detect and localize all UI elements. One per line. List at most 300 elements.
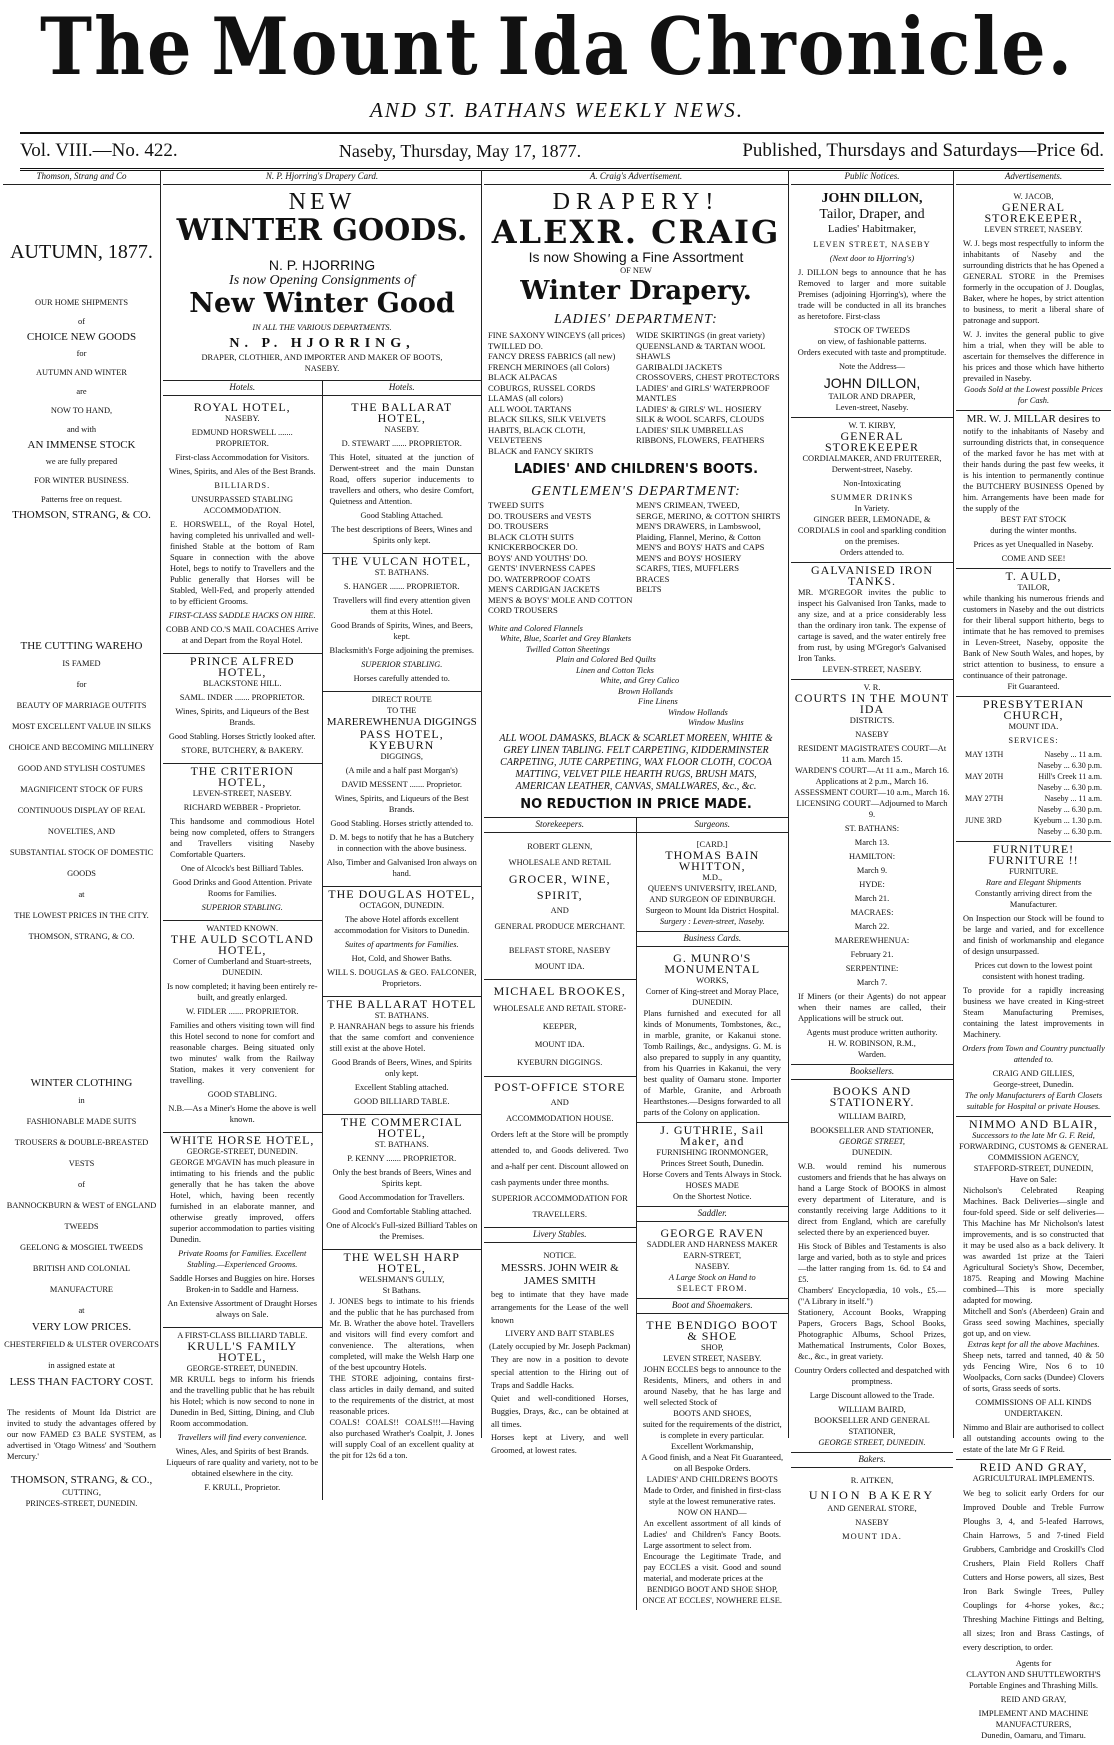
goods-item: Brown Hollands bbox=[618, 686, 673, 696]
ad-line: LEVEN STREET, NASEBY. bbox=[984, 225, 1083, 234]
list-item: FOR WINTER BUSINESS. bbox=[34, 476, 129, 485]
ad-line: MOUNT IDA. bbox=[842, 1532, 902, 1541]
newspaper-subtitle: AND ST. BATHANS WEEKLY NEWS. bbox=[369, 98, 745, 122]
ad-line: KYEBURN DIGGINGS. bbox=[517, 1057, 603, 1067]
list-item: CONTINUOUS DISPLAY OF REAL NOVELTIES, AND bbox=[17, 806, 146, 836]
ad-title: FURNITURE! FURNITURE !! bbox=[988, 842, 1079, 867]
ad-line: MOUNT IDA. bbox=[1008, 722, 1059, 731]
ad-line: suited for the requirements of the district, is complete in every particular. bbox=[642, 1419, 782, 1440]
ad-title: PRESBYTERIAN CHURCH, bbox=[982, 697, 1085, 722]
list-item: of bbox=[78, 317, 85, 326]
ad-line: Large Discount allowed to the Trade. bbox=[809, 1391, 935, 1400]
goods-item: KNICKERBOCKER DO. bbox=[488, 542, 578, 552]
service-place: Naseby ... 6.30 p.m. bbox=[1037, 827, 1102, 836]
column-hjorring-hotels bbox=[163, 170, 482, 1492]
goods-item: MEN'S & BOYS' MOLE AND COTTON CORD TROUSERS bbox=[488, 594, 633, 615]
ad-line: Blacksmith's Forge adjoining the premises. bbox=[329, 646, 474, 655]
list-item: THE LOWEST PRICES IN THE CITY. bbox=[14, 911, 149, 920]
list-item: VERY LOW PRICES. bbox=[31, 1321, 132, 1333]
ad-line: FIRST-CLASS SADDLE HACKS ON HIRE. bbox=[168, 611, 316, 620]
goods-item: MEN'S CRIMEAN, TWEED, bbox=[636, 500, 740, 510]
ad-line: February 21. bbox=[850, 950, 894, 959]
ad-title: THE BENDIGO BOOT & SHOE bbox=[646, 1317, 779, 1343]
ad-line: Extras kept for all the above Machines. bbox=[967, 1340, 1100, 1349]
ad-body: This handsome and commodious Hotel being now completed, offers to Strangers and Travellers visiting Naseby Comfortable Quarters. bbox=[170, 817, 315, 859]
storekeepers-surgeons-section bbox=[484, 818, 788, 1610]
bale-system-notice: The residents of Mount Ida District are invited to study the advantages offered by our now FAMED £3 BALE SYSTEM, as advertised in 'Otago Witness' and 'Southern Mercury.' bbox=[7, 1408, 156, 1461]
masthead bbox=[0, 0, 1114, 132]
ad-line: CORDIALMAKER, AND FRUITERER, bbox=[802, 454, 942, 463]
ad-title: J. GUTHRIE, Sail Maker, and bbox=[660, 1122, 765, 1148]
ad-title: PASS HOTEL, KYEBURN bbox=[359, 727, 444, 752]
list-item: for bbox=[76, 349, 87, 358]
boots-heading: LADIES' AND CHILDREN'S BOOTS. bbox=[513, 462, 759, 477]
list-item: MAGNIFICENT STOCK OF FURS bbox=[20, 785, 143, 794]
ad-line: Horses carefully attended to. bbox=[353, 674, 450, 683]
goods-item: BLACK ALPACAS bbox=[488, 372, 558, 382]
ad-line: The only Manufacturers of Earth Closets suitable for Hospital or private Houses. bbox=[964, 1091, 1103, 1111]
ad-line: Good Drinks and Good Attention. Private Rooms for Families. bbox=[172, 878, 313, 898]
showing-line: Is now Showing a Fine Assortment bbox=[528, 249, 744, 265]
ad-body: Mitchell and Son's (Aberdeen) Grain and Grass seed sowing Machines, specially got up, and on view. bbox=[963, 1307, 1104, 1338]
goods-item: WIDE SKIRTINGS (in great variety) bbox=[636, 330, 765, 340]
section-header: Hotels. bbox=[163, 381, 322, 396]
ad-title: ROBERT GLENN, bbox=[527, 841, 593, 851]
ad-line: SERPENTINE: bbox=[845, 964, 899, 973]
section-header: Bakers. bbox=[791, 1453, 953, 1468]
service-row bbox=[959, 793, 1108, 804]
winter-goods-heading: WINTER GOODS. bbox=[176, 213, 468, 248]
ad-line: WILLIAM BAIRD, bbox=[838, 1405, 906, 1414]
goods-item: LADIES' SILK UMBRELLAS bbox=[636, 424, 744, 435]
place-date: Naseby, Thursday, May 17, 1877. bbox=[338, 140, 582, 161]
ad-line: D. M. begs to notify that he has a Butchery in connection with the above business. bbox=[329, 833, 474, 853]
ad-title: T. AULD, bbox=[1005, 569, 1062, 583]
column-advertisements bbox=[956, 170, 1111, 1740]
goods-item: COBURGS, RUSSEL CORDS bbox=[488, 382, 596, 393]
goods-item: Window Muslins bbox=[688, 718, 744, 727]
ad-body: Encourage the Legitimate Trade, and pay ECCLES a visit. Good and sound material, and moderate prices at the bbox=[643, 1551, 781, 1583]
goods-item: Twilled Cotton Sheetings bbox=[526, 644, 610, 654]
ad-body: GEORGE M'GAVIN has much pleasure in intimating to his friends and the public generally that he has taken the above Hotel, which, having been recently furnished in an elaborate manner, and otherwise greatly improved, offers superior accommodation to parties visiting Dunedin. bbox=[170, 1158, 315, 1244]
ad-line: Good Brands of Beers, Wines, and Spirits only kept. bbox=[331, 1058, 472, 1078]
ad-title: W. JACOB, bbox=[1013, 192, 1054, 201]
service-date: JUNE 3RD bbox=[965, 816, 1002, 825]
ad-line: Only the best brands of Beers, Wines and Spirits kept. bbox=[332, 1168, 472, 1188]
ad-title: THE COMMERCIAL HOTEL, bbox=[340, 1115, 463, 1140]
goods-item: DO. TROUSERS bbox=[488, 521, 549, 531]
ad-line: Have on Sale: bbox=[1010, 1175, 1057, 1184]
ad-place: NASEBY. bbox=[384, 425, 420, 434]
goods-item: GARIBALDI JACKETS bbox=[636, 361, 723, 372]
ad-thomas-whitton bbox=[637, 837, 789, 932]
ad-line: Travellers will find every convenience. bbox=[177, 1433, 308, 1442]
ad-t-auld bbox=[956, 569, 1111, 697]
ad-body: Sheep nets, tarred and tanned, 40 & 50 yds Fencing Wire, Nos 6 to 10 Woolpacks, Corn sacks (Dundee) Clovers of sorts, Grass seeds of sorts. bbox=[963, 1351, 1104, 1393]
column-header: A. Craig's Advertisement. bbox=[484, 170, 788, 185]
ad-proprietor: DAVID MESSENT ....... Proprietor. bbox=[341, 780, 462, 789]
goods-item: BOYS' AND YOUTHS' DO. bbox=[488, 552, 588, 563]
goods-item: FINE SAXONY WINCEYS (all prices) bbox=[488, 330, 626, 340]
title-word-4: Chronicle. bbox=[648, 0, 1074, 93]
ad-kicker: WANTED KNOWN. bbox=[206, 924, 279, 933]
ad-title: NIMMO AND BLAIR, bbox=[968, 1117, 1098, 1131]
goods-item: Plain and Colored Bed Quilts bbox=[556, 655, 656, 664]
winter-clothing-list bbox=[3, 1077, 160, 1389]
ad-body: W. J. begs most respectfully to inform the inhabitants of Naseby and the surrounding districts that he has Opened a GENERAL STORE in the Premises formerly in the occupation of J. Douglas, Baker, where he hopes, by strict attention to business, to merit a liberal share of patronage and support. bbox=[963, 239, 1104, 325]
ad-post-office-store bbox=[484, 1077, 636, 1228]
ad-line: GEORGE STREET, bbox=[839, 1137, 905, 1146]
ad-line: Surgery : Leven-street, Naseby. bbox=[659, 916, 765, 926]
ad-line: (Next door to Hjorring's) bbox=[829, 254, 915, 263]
ad-body: beg to intimate that they have made arrangements for the Lease of the well known bbox=[491, 1289, 629, 1325]
ad-line: Fit Guaranteed. bbox=[1007, 682, 1060, 691]
ad-kicker: NOTICE. bbox=[543, 1250, 577, 1260]
ad-line: WORKS, bbox=[696, 975, 729, 985]
goods-item: RIBBONS, FLOWERS, FEATHERS bbox=[636, 435, 765, 445]
list-item: are bbox=[76, 387, 87, 396]
ad-line: March 9. bbox=[856, 866, 888, 875]
ad-line: SELECT FROM. bbox=[677, 1283, 748, 1293]
list-item: of bbox=[78, 1180, 85, 1189]
column-craig-drapery bbox=[484, 170, 789, 1605]
ad-line: Wines, Spirits, and Ales of the Best Brands. bbox=[168, 467, 316, 476]
goods-item: White and Colored Flannels bbox=[488, 623, 583, 633]
list-item: for bbox=[76, 680, 87, 689]
ad-title: WHITE HORSE HOTEL, bbox=[170, 1133, 315, 1147]
ad-title: MESSRS. JOHN WEIR & JAMES SMITH bbox=[500, 1261, 619, 1287]
ad-title: POST-OFFICE STORE bbox=[494, 1079, 626, 1094]
ad-line: BOOKSELLER AND STATIONER, bbox=[810, 1126, 934, 1135]
list-item: CHOICE NEW GOODS bbox=[26, 331, 137, 343]
ad-kicker: [CARD.] bbox=[696, 839, 728, 849]
ad-line: WHOLESALE AND RETAIL bbox=[508, 857, 611, 867]
goods-item: MEN'S and BOYS' HATS and CAPS bbox=[636, 542, 765, 552]
ad-line: The best descriptions of Beers, Wines and Spirits only kept. bbox=[331, 525, 473, 545]
town-line: NASEBY. bbox=[304, 364, 340, 373]
list-item: OUR HOME SHIPMENTS bbox=[34, 298, 129, 307]
ad-welsh-harp-hotel bbox=[323, 1250, 482, 1465]
ad-line: SUPERIOR ACCOMMODATION FOR TRAVELLERS. bbox=[491, 1193, 628, 1219]
ad-line: MACRAES: bbox=[850, 908, 894, 917]
ad-body: while thanking his numerous friends and customers in Naseby and the out districts for their liberal support hitherto, begs to intimate that he has removed to premises in Leven-Street, Naseby, opposite the Bank of New South Wales, and hopes, by strict attention to business, to ensure a continuance of their patronage. bbox=[963, 594, 1104, 680]
ad-line: WHOLESALE AND RETAIL STORE- bbox=[493, 1003, 627, 1013]
ad-line: Horse Covers and Tents Always in Stock. bbox=[642, 1169, 782, 1179]
ad-body: Orders left at the Store will be promptly attended to, and Goods delivered. Two and a-half per cent. Discount allowed on cash payments under three months. bbox=[491, 1129, 629, 1187]
goods-item: ALL WOOL TARTANS bbox=[488, 403, 572, 414]
ladies-goods-right bbox=[636, 330, 784, 456]
ad-line: SUPERIOR STABLING. bbox=[361, 660, 443, 669]
ad-line: Agents for bbox=[1015, 1659, 1052, 1668]
list-item: WINTER CLOTHING bbox=[30, 1077, 133, 1089]
goods-item: SERGE, MERINO, & COTTON SHIRTS bbox=[636, 510, 781, 521]
goods-item: GENTS' INVERNESS CAPES bbox=[488, 563, 596, 573]
ad-line: Note the Address— bbox=[838, 362, 906, 371]
section-header: Surgeons. bbox=[637, 818, 789, 833]
ad-line: STORE, BUTCHERY, & BAKERY. bbox=[181, 746, 304, 755]
ad-title: KRULL'S FAMILY HOTEL, bbox=[187, 1339, 298, 1364]
ad-line: CRAIG AND GILLIES, bbox=[992, 1069, 1075, 1078]
goods-item: White, and Grey Calico bbox=[600, 676, 680, 685]
ad-guthrie-sail-maker bbox=[637, 1123, 789, 1207]
service-row bbox=[959, 826, 1108, 837]
ad-line: Hot, Cold, and Shower Baths. bbox=[351, 954, 452, 963]
list-item: CHOICE AND BECOMING MILLINERY bbox=[8, 743, 155, 752]
ad-line: Good Stabling. Horses strictly attended to. bbox=[330, 819, 474, 828]
ad-body: P. HANRAHAN begs to assure his friends that the same comfort and convenience still exist at the above Hotel. bbox=[329, 1022, 474, 1053]
new-winter-goods-heading: New Winter Good bbox=[189, 288, 455, 319]
dateline bbox=[20, 132, 1104, 171]
ad-union-bakery bbox=[791, 1472, 953, 1548]
ad-white-horse-hotel bbox=[163, 1133, 322, 1328]
ad-title: THE DOUGLAS HOTEL, bbox=[328, 887, 476, 901]
ad-place: BLACKSTONE HILL. bbox=[203, 679, 282, 688]
goods-item: BLACK CLOTH SUITS bbox=[488, 531, 574, 542]
ad-line: Is now completed; it having been entirely re-built, and greatly enlarged. bbox=[167, 982, 318, 1002]
ad-title: W. T. KIRBY, bbox=[848, 421, 896, 430]
section-header: Saddler. bbox=[637, 1207, 789, 1222]
ad-criterion-hotel bbox=[163, 764, 322, 921]
list-item: GEELONG & MOSGIEL TWEEDS bbox=[19, 1243, 144, 1252]
service-place: Naseby ... 11 a.m. bbox=[1044, 750, 1102, 759]
list-item: IS FAMED bbox=[62, 659, 101, 668]
section-header: Livery Stables. bbox=[484, 1228, 636, 1243]
ad-line: Good Stabling. Horses Strictly looked after. bbox=[168, 732, 316, 741]
ad-line: JOHN DILLON, bbox=[823, 375, 921, 391]
list-item: in bbox=[78, 1096, 85, 1105]
goods-item: CROSSOVERS, CHEST PROTECTORS bbox=[636, 372, 780, 382]
ad-place: OCTAGON, DUNEDIN. bbox=[359, 901, 445, 910]
ad-body: We beg to solicit early Orders for our Improved Double and Treble Furrow Ploughs 3, 4, and 5-leafed Harrows, Chain Harrows, 5 and 7-tined Field Grubbers, Cambridge and Croskill's Clod Crushers, Plain Field Rollers Chaff Cutters and Horse powers, all sizes, Best Iron Bark Swingle Trees, Pulley Couplings for 4-horse yokes, &c.; Threshing Machine Fittings and Belting, all sizes; Iron and Brass Castings, of every description, to order. bbox=[963, 1489, 1104, 1652]
ad-title: THE WELSH HARP HOTEL, bbox=[343, 1250, 460, 1275]
ad-line: March 13. bbox=[854, 838, 890, 847]
ad-title: G. MUNRO'S MONUMENTAL bbox=[664, 950, 761, 976]
ad-line: Corner of King-street and Moray Place, bbox=[645, 986, 779, 996]
ad-nimmo-blair bbox=[956, 1117, 1111, 1460]
ad-line: HAMILTON: bbox=[848, 852, 896, 861]
ad-line: FORWARDING, CUSTOMS & GENERAL COMMISSION AGENCY, bbox=[959, 1142, 1108, 1162]
ad-line: NASEBY bbox=[855, 730, 889, 739]
ad-title: THE VULCAN HOTEL, bbox=[332, 554, 471, 568]
ad-line: STOCK OF TWEEDS bbox=[833, 326, 910, 335]
goods-item: DO. TROUSERS and VESTS bbox=[488, 510, 592, 521]
ad-kicker: A FIRST-CLASS BILLIARD TABLE. bbox=[177, 1331, 308, 1340]
ad-place: WELSHMAN'S GULLY, bbox=[359, 1275, 445, 1284]
goods-item: White, Blue, Scarlet and Grey Blankets bbox=[500, 634, 632, 643]
ad-line: FURNITURE. bbox=[1008, 867, 1059, 876]
ad-line: Wines, Spirits, and Liqueurs of the Best Brands. bbox=[334, 794, 469, 814]
ad-line: BENDIGO BOOT AND SHOE SHOP, bbox=[646, 1584, 778, 1594]
ad-body: Families and others visiting town will find this Hotel second to none for comfort and reasonable charges. Being situated only two minutes' walk from the Railway Station, makes it very convenient for travelling. bbox=[170, 1021, 315, 1085]
ad-line: Good Accommodation for Travellers. bbox=[338, 1193, 465, 1202]
list-item: THOMSON, STRANG, & CO. bbox=[12, 509, 151, 521]
ad-line: Orders from Town and Country punctually attended to. bbox=[962, 1044, 1105, 1064]
ad-title: THE CRITERION HOTEL, bbox=[190, 764, 294, 789]
ad-proprietor: S. HANGER ....... PROPRIETOR. bbox=[343, 582, 460, 591]
ad-line: UNSURPASSED STABLING ACCOMMODATION. bbox=[191, 495, 294, 515]
ad-body: Nicholson's Celebrated Reaping Machines. Back Deliveries—single and four-fold speed. Side or self deliveries—This Machine has Mr Nicholson's latest improvements, and is so constructed that it may be used also as a back delivery. It was awarded 1st prize at the Taieri Agricultural Society's Show, December, 1875. Reaping and Mowing Machine combined—This is more specially adapted for mowing. bbox=[963, 1186, 1104, 1305]
goods-item: BRACES bbox=[636, 573, 670, 584]
goods-item: BLACK SILKS, SILK VELVETS bbox=[488, 414, 606, 424]
signature-block bbox=[3, 1474, 160, 1509]
no-reduction-heading: NO REDUCTION IN PRICE MADE. bbox=[484, 797, 788, 818]
ad-michael-brookes bbox=[484, 980, 636, 1077]
ad-line: (A mile and a half past Morgan's) bbox=[345, 766, 458, 775]
ad-line: BOOTS AND SHOES, bbox=[673, 1408, 752, 1418]
gents-goods-right bbox=[636, 500, 784, 616]
ad-line: Orders executed with taste and promptitude. bbox=[797, 348, 947, 357]
ad-place: LEVEN-STREET, NASEBY. bbox=[192, 789, 292, 798]
ad-line: Princes Street South, Dunedin. bbox=[660, 1158, 764, 1168]
list-item: BEAUTY OF MARRIAGE OUTFITS bbox=[16, 701, 147, 710]
goods-item: QUEENSLAND & TARTAN WOOL SHAWLS bbox=[636, 340, 765, 361]
of-new-line: OF NEW bbox=[620, 266, 652, 275]
ad-line: N.B.—As a Miner's Home the above is well known. bbox=[168, 1104, 317, 1124]
ad-line: In Variety. bbox=[854, 504, 890, 513]
goods-item: FRENCH MERINOES (all Colors) bbox=[488, 361, 610, 372]
ad-line: AND bbox=[550, 905, 569, 915]
ad-line: GEORGE STREET, DUNEDIN. bbox=[818, 1438, 926, 1447]
ad-title: JOHN DILLON, bbox=[821, 191, 923, 206]
ad-line: GROCER, WINE, SPIRIT, bbox=[508, 871, 611, 902]
column-header: Advertisements. bbox=[956, 170, 1111, 185]
service-date: MAY 27TH bbox=[965, 794, 1004, 803]
ad-line: LEVEN-STREET, NASEBY. bbox=[822, 665, 922, 674]
ad-title: THE AULD SCOTLAND HOTEL, bbox=[170, 932, 314, 957]
ad-body: Nimmo and Blair are authorised to collect all outstanding accounts owing to the estate of the late Mr G F Reid. bbox=[963, 1423, 1104, 1454]
ad-line: A Large Stock on Hand to bbox=[668, 1272, 756, 1282]
ad-line: Good and Comfortable Stabling attached. bbox=[332, 1207, 472, 1216]
ad-line: Warden. bbox=[858, 1050, 886, 1059]
service-place: Naseby ... 6.30 p.m. bbox=[1037, 761, 1102, 770]
ad-line: SUMMER DRINKS bbox=[830, 493, 914, 502]
surgeons-column bbox=[637, 818, 789, 1610]
ad-title: PRINCE ALFRED HOTEL, bbox=[189, 654, 295, 679]
ad-place: GEORGE-STREET, DUNEDIN. bbox=[186, 1364, 298, 1373]
list-item: THOMSON, STRANG, & CO. bbox=[28, 932, 135, 941]
ad-line: NOW ON HAND— bbox=[677, 1507, 747, 1517]
goods-item: HABITS, BLACK CLOTH, VELVETEENS bbox=[488, 424, 586, 445]
ad-body: They are now in a position to devote special attention to the Hiring out of Traps and Saddle Hacks. bbox=[491, 1354, 629, 1390]
ad-line: WARDEN'S COURT—At 11 a.m., March 16. bbox=[795, 766, 949, 775]
ad-place: GEORGE-STREET, DUNEDIN. bbox=[186, 1147, 298, 1156]
ad-proprietor: RICHARD WEBBER - Proprietor. bbox=[183, 803, 301, 812]
ad-line: Also, Timber and Galvanised Iron always on hand. bbox=[326, 858, 477, 878]
ad-title: R. AITKEN, bbox=[850, 1476, 894, 1485]
section-header: Storekeepers. bbox=[484, 818, 636, 833]
merchant-name-2: N. P. HJORRING, bbox=[229, 336, 415, 351]
ad-line: during the winter months. bbox=[990, 526, 1077, 535]
column-public-notices bbox=[791, 170, 954, 1541]
gents-goods-left bbox=[488, 500, 636, 616]
ad-bendigo-boot-shop bbox=[637, 1318, 789, 1610]
ad-title: GEORGE RAVEN bbox=[660, 1225, 764, 1240]
ad-line: H. W. ROBINSON, R.M., bbox=[828, 1039, 916, 1048]
list-item: BANNOCKBURN & WEST of ENGLAND TWEEDS bbox=[6, 1201, 157, 1231]
ad-line: DISTRICTS. bbox=[849, 716, 895, 725]
ad-line: Excellent Workmanship, bbox=[671, 1441, 754, 1451]
ad-line: GINGER BEER, LEMONADE, & CORDIALS in cool and sparkling condition on the premises. bbox=[797, 515, 947, 546]
hotels-right bbox=[323, 381, 482, 1500]
ad-title: MR. W. J. MILLAR desires to bbox=[966, 413, 1101, 425]
ad-line: GENERAL PRODUCE MERCHANT. bbox=[494, 921, 625, 931]
list-item: in assigned estate at bbox=[48, 1361, 115, 1370]
service-place: Naseby ... 6.30 p.m. bbox=[1037, 783, 1102, 792]
goods-item: Fine Linens bbox=[638, 697, 678, 706]
ad-body: COALS! COALS!! COALS!!!—Having also purchased Wrather's Coalpit, J. Jones will supply Coal of an excellent quality at the pit for 12s 6d a ton. bbox=[329, 1418, 474, 1460]
ad-line: LICENSING COURT—Adjourned to March 9. bbox=[796, 799, 948, 819]
ad-line: MOUNT IDA. bbox=[534, 1039, 585, 1049]
ad-line: BOOKSELLER AND GENERAL STATIONER, bbox=[814, 1416, 930, 1436]
ad-line: BEST FAT STOCK bbox=[1000, 515, 1067, 524]
title-word-2: Mount bbox=[211, 0, 480, 93]
ladies-goods-list bbox=[484, 330, 788, 456]
ad-kicker: V. R. bbox=[863, 683, 881, 692]
newspaper-title bbox=[40, 1, 1074, 91]
ad-place: ST. BATHANS. bbox=[374, 568, 429, 577]
list-item: LESS THAN FACTORY COST. bbox=[9, 1376, 154, 1388]
ad-presbyterian-church bbox=[956, 697, 1111, 842]
ad-courts-notice bbox=[791, 680, 953, 1065]
ad-line: COMMISSIONS OF ALL KINDS UNDERTAKEN. bbox=[975, 1398, 1092, 1418]
ad-title: REID AND GRAY, bbox=[979, 1460, 1088, 1474]
service-row bbox=[959, 782, 1108, 793]
ad-line: Suites of apartments for Families. bbox=[344, 940, 459, 949]
ad-line: Wines, Spirits, and Liqueurs of the Best Brands. bbox=[175, 707, 310, 727]
ad-line: RESIDENT MAGISTRATE'S COURT—At 11 a.m. March 15. bbox=[797, 744, 947, 764]
goods-item: TWILLED DO. bbox=[488, 340, 543, 351]
ad-body: E. HORSWELL, of the Royal Hotel, having completed his unrivalled and well-finished Stable at the bottom of Ram Square in connection with the above Hotel, begs to notify to Travellers and the Public generally that Horses will be Stabled, Well-Fed, and properly attended to by efficient Grooms. bbox=[170, 520, 315, 606]
ad-john-dillon bbox=[791, 189, 953, 418]
ladies-department-heading: LADIES' DEPARTMENT: bbox=[554, 312, 718, 327]
goods-item: MEN'S CARDIGAN JACKETS bbox=[488, 584, 600, 594]
section-header: Boot and Shoemakers. bbox=[637, 1299, 789, 1314]
goods-item: SCARFS, TIES, MUFFLERS bbox=[636, 563, 740, 573]
ad-line: on view, of fashionable patterns. bbox=[817, 337, 927, 346]
ad-line: First-class Accommodation for Visitors. bbox=[175, 453, 310, 462]
ad-title: BOOKS AND STATIONERY. bbox=[829, 1084, 915, 1109]
ad-ballarat-hotel-st-bathans bbox=[323, 997, 482, 1115]
ad-line: M.D., bbox=[702, 872, 723, 882]
columns bbox=[3, 170, 1111, 1740]
ad-commercial-hotel bbox=[323, 1115, 482, 1250]
service-row bbox=[959, 771, 1108, 782]
ad-line: ST. BATHANS: bbox=[844, 824, 900, 833]
ad-robert-glenn bbox=[484, 837, 636, 980]
ad-proprietor: D. STEWART ....... PROPRIETOR. bbox=[341, 439, 462, 448]
ad-line: Rare and Elegant Shipments bbox=[985, 878, 1082, 887]
ad-line: STAFFORD-STREET, DUNEDIN, bbox=[973, 1164, 1094, 1173]
ad-line: ONCE AT ECCLES', NOWHERE ELSE. bbox=[642, 1595, 783, 1605]
ad-line: Orders attended to. bbox=[840, 548, 904, 557]
ad-line: HOSES MADE bbox=[685, 1180, 739, 1190]
ad-line: On the Shortest Notice. bbox=[672, 1191, 752, 1201]
ad-title: COURTS IN THE MOUNT IDA bbox=[794, 691, 950, 716]
goods-item: Linen and Cotton Ticks bbox=[576, 665, 654, 675]
list-item: at bbox=[78, 1306, 85, 1315]
ad-line: Made to Order, and finished in first-class style at the lowest remunerative rates. bbox=[643, 1485, 782, 1506]
ad-line: ASSESSMENT COURT—10 a.m., March 16. bbox=[794, 788, 950, 797]
ad-line: CLAYTON AND SHUTTLEWORTH'S bbox=[966, 1670, 1101, 1679]
ad-line: Country Orders collected and despatched with promptness. bbox=[794, 1366, 950, 1386]
ad-line: Excellent Stabling attached. bbox=[354, 1083, 449, 1092]
trade-line: DRAPER, CLOTHIER, AND IMPORTER AND MAKER OF BOOTS, bbox=[201, 353, 443, 362]
ad-craig-gillies-furniture bbox=[956, 842, 1111, 1117]
ad-krulls-hotel bbox=[163, 1328, 322, 1500]
service-row bbox=[959, 760, 1108, 771]
list-item: AN IMMENSE STOCK bbox=[27, 439, 136, 451]
ad-line: Agents must produce written authority. bbox=[806, 1028, 938, 1037]
